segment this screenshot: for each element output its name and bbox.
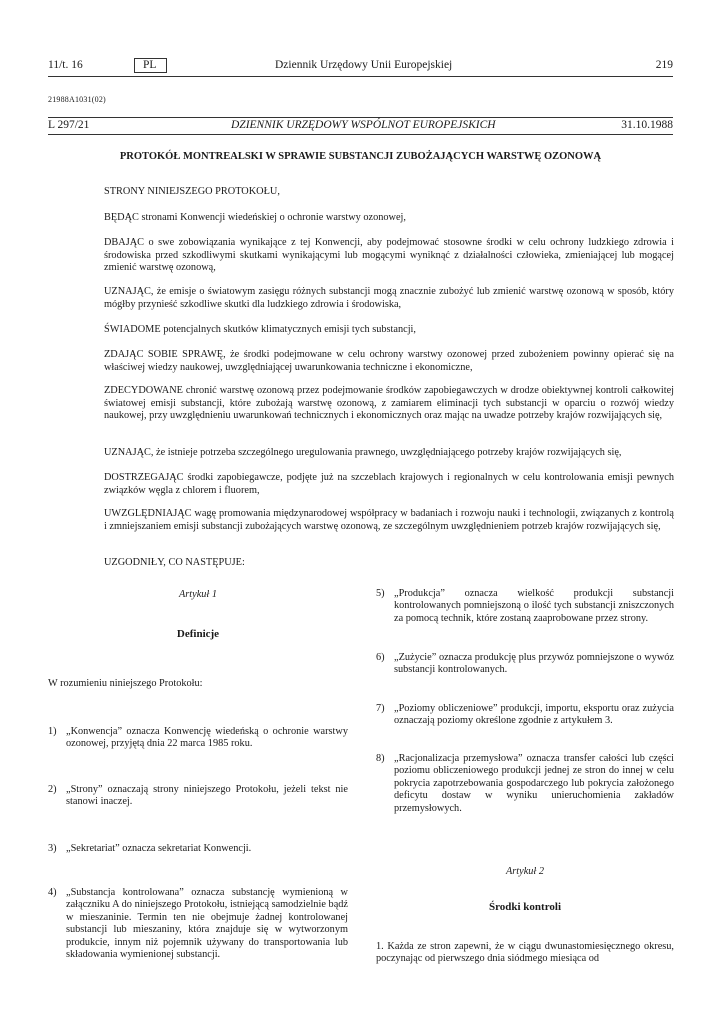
- journal-header: [48, 59, 673, 75]
- document-title: PROTOKÓŁ MONTREALSKI W SPRAWIE SUBSTANCJI ZUBOŻAJĄCYCH WARSTWĘ OZONOWĄ: [119, 151, 602, 162]
- article1-heading: Definicje: [176, 628, 220, 640]
- item-number: 1): [48, 726, 57, 737]
- article2-label: Artykuł 2: [505, 866, 545, 877]
- preamble-agreed: UZGODNIŁY, CO NASTĘPUJE:: [104, 557, 245, 568]
- subheader-bottom-line: [48, 134, 673, 135]
- article2-paragraph-1: 1. Każda ze stron zapewni, że w ciągu dwunastomiesięcznego okresu, poczynając od pierwszego dnia siódmego miesiąca od: [376, 941, 674, 965]
- language-badge: PL: [134, 58, 167, 73]
- header-page-ref: 11/t. 16: [48, 59, 83, 71]
- header-page-number: 219: [655, 59, 673, 71]
- article1-intro: W rozumieniu niniejszego Protokołu:: [48, 678, 203, 689]
- item-text: „Konwencja” oznacza Konwencję wiedeńską o ochronie warstwy ozonowej, przyjętą dnia 22 marca 1985 roku.: [66, 726, 348, 750]
- preamble-being-parties: BĘDĄC stronami Konwencji wiedeńskiej o ochronie warstwy ozonowej,: [104, 212, 406, 223]
- subheader: [48, 119, 673, 135]
- document-id: 21988A1031(02): [48, 95, 106, 104]
- preamble-determined: ZDECYDOWANE chronić warstwę ozonową przez podejmowanie środków zapobiegawczych w drodze obiektywnej kontroli całkowitej światowej emisji substancji, które zubożają warstwę ozonową, z zamiarem eliminacji tych substancji w oparciu o rozwój wiedzy naukowej, przy uwzględnieniu uwarunkowań technicznych i ekonomicznych oraz mając na uwadze potrzeby krajów rozwijających się,: [104, 385, 674, 422]
- preamble-mindful: DBAJĄC o swe zobowiązania wynikające z tej Konwencji, aby podejmować stosowne środki w celu ochrony ludzkiego zdrowia i środowiska przed szkodliwymi skutkami wynikającymi lub mogącymi wyniknąć z działalności człowieka, zmieniającej lub mogącej zmienić warstwę ozonową,: [104, 237, 674, 274]
- item-text: „Strony” oznaczają strony niniejszego Protokołu, jeżeli tekst nie stanowi inaczej.: [66, 784, 348, 808]
- item-number: 4): [48, 887, 57, 898]
- subheader-journal: DZIENNIK URZĘDOWY WSPÓLNOT EUROPEJSKICH: [231, 119, 496, 131]
- subheader-date: 31.10.1988: [621, 119, 673, 131]
- item-text: „Zużycie” oznacza produkcję plus przywóz pomniejszone o wywóz substancji kontrolowanych.: [394, 652, 674, 676]
- header-divider: [48, 76, 673, 77]
- subheader-ref: L 297/21: [48, 119, 90, 131]
- item-text: „Sekretariat” oznacza sekretariat Konwencji.: [66, 843, 252, 854]
- item-text: „Substancja kontrolowana” oznacza substancję wymienioną w załączniku A do niniejszego Protokołu, istniejącą samodzielnie bądź w mieszaninie. Termin ten nie obejmuje żadnej kontrolowanej substancji lub mieszaniny, która znajduje się w wytworzonym produkcie, innym niż pojemnik używany do transportowania lub składowania wymienionej substancji.: [66, 887, 348, 961]
- item-number: 6): [376, 652, 385, 663]
- preamble-special-provision: UZNAJĄC, że istnieje potrzeba szczególnego uregulowania prawnego, uwzględniającego potrzeby krajów rozwijających się,: [104, 447, 622, 458]
- preamble-conscious: ŚWIADOME potencjalnych skutków klimatycznych emisji tych substancji,: [104, 324, 416, 335]
- preamble-considering-cooperation: UWZGLĘDNIAJĄC wagę promowania międzynarodowej współpracy w badaniach i rozwoju nauki i technologii, związanych z kontrolą i zmniejszaniem emisji substancji zubożających warstwę ozonową, ze szczególnym uwzględnieniem potrzeb krajów rozwijających się,: [104, 508, 674, 532]
- preamble-recognizing-emissions: UZNAJĄC, że emisje o światowym zasięgu różnych substancji mogą znacznie zubożyć lub zmienić warstwę ozonową w sposób, który mógłby przynieść szkodliwe skutki dla ludzkiego zdrowia i środowiska,: [104, 286, 674, 310]
- subheader-top-line: [48, 117, 673, 118]
- item-number: 2): [48, 784, 57, 795]
- item-text: „Racjonalizacja przemysłowa” oznacza transfer całości lub części poziomu obliczeniowego produkcji jednej ze stron do innej w celu pokrycia zapotrzebowania gospodarczego lub pokrycia założonego deficytu dostaw w wyniku unieruchomienia zakładów przemysłowych.: [394, 753, 674, 814]
- article1-label: Artykuł 1: [178, 589, 218, 600]
- item-number: 3): [48, 843, 57, 854]
- item-number: 5): [376, 588, 385, 599]
- item-text: „Poziomy obliczeniowe” produkcji, importu, eksportu oraz zużycia oznaczają poziomy określone zgodnie z artykułem 3.: [394, 703, 674, 727]
- item-number: 7): [376, 703, 385, 714]
- article2-heading: Środki kontroli: [488, 901, 562, 913]
- preamble-aware: ZDAJĄC SOBIE SPRAWĘ, że środki podejmowane w celu ochrony warstwy ozonowej przed zubożeniem powinny opierać się na właściwej wiedzy naukowej, uwzględniającej uwarunkowania techniczne i ekonomiczne,: [104, 349, 674, 373]
- preamble-parties: STRONY NINIEJSZEGO PROTOKOŁU,: [104, 186, 280, 197]
- item-number: 8): [376, 753, 385, 764]
- item-text: „Produkcja” oznacza wielkość produkcji substancji kontrolowanych pomniejszoną o ilość tych substancji zniszczonych za pomocą technik, które zostaną zaaprobowane przez strony.: [394, 588, 674, 624]
- preamble-noting-measures: DOSTRZEGAJĄC środki zapobiegawcze, podjęte już na szczeblach krajowych i regionalnych w celu kontrolowania emisji pewnych związków węgla z chlorem i fluorem,: [104, 472, 674, 496]
- header-journal-title: Dziennik Urzędowy Unii Europejskiej: [275, 59, 453, 71]
